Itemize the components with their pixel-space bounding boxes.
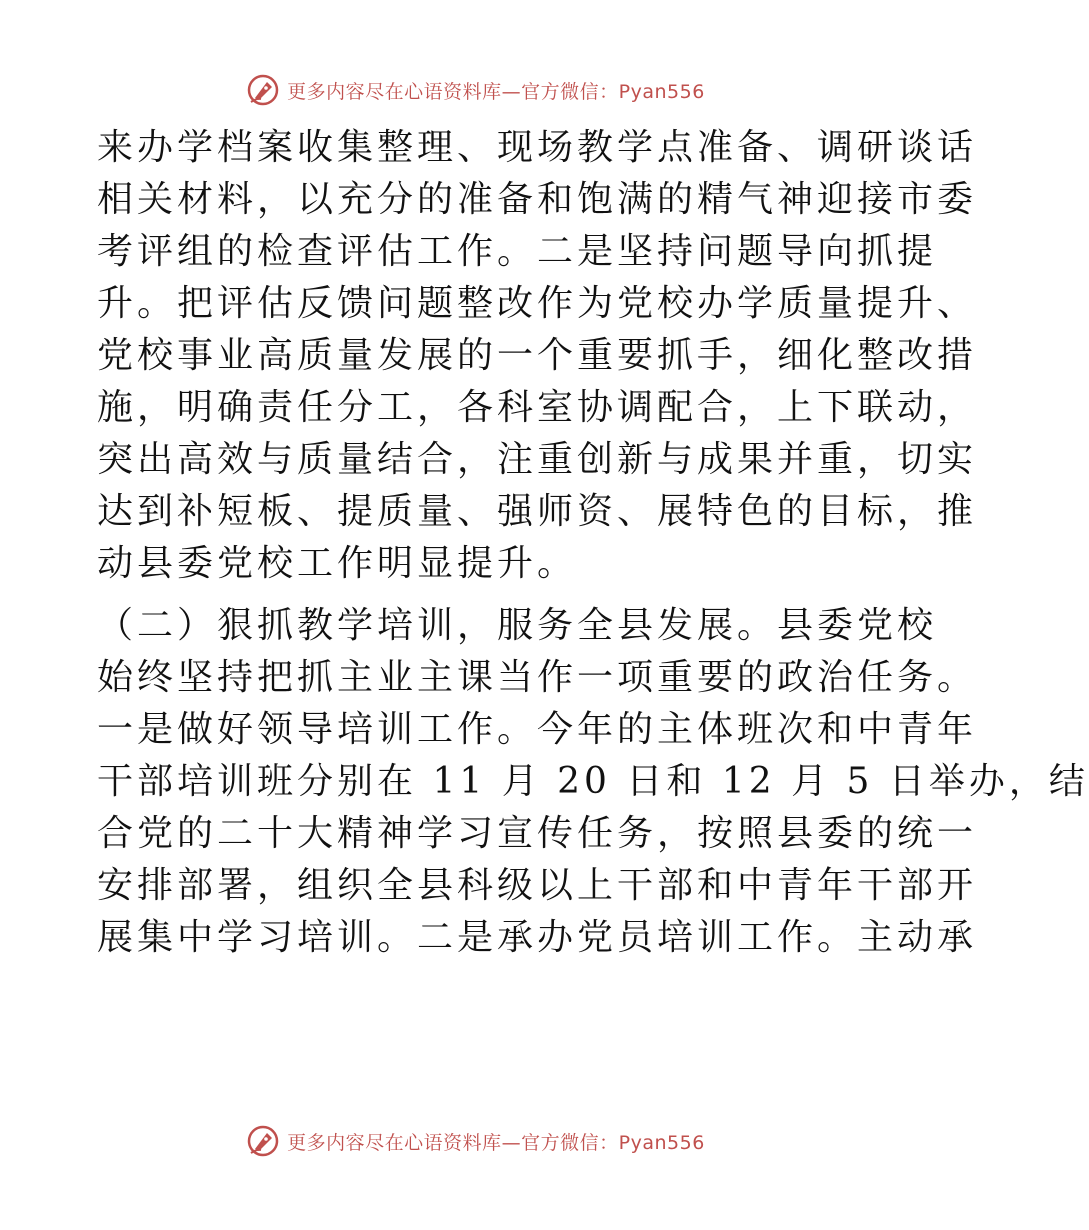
paragraph-gap xyxy=(97,590,857,600)
watermark-text: 更多内容尽在心语资料库—官方微信：Pyan556 xyxy=(287,1131,705,1154)
text-line: 一是做好领导培训工作。今年的主体班次和中青年 xyxy=(97,709,978,750)
text-line: 施，明确责任分工，各科室协调配合，上下联动， xyxy=(97,387,978,428)
text-line: 动县委党校工作明显提升。 xyxy=(97,543,578,584)
text-line: 相关材料，以充分的准备和饱满的精气神迎接市委 xyxy=(97,179,978,220)
pen-nib-logo-icon xyxy=(245,1123,281,1159)
text-line: 升。把评估反馈问题整改作为党校办学质量提升、 xyxy=(97,283,978,324)
paragraph-1 xyxy=(97,122,978,590)
text-line: 干部培训班分别在 11 月 20 日和 12 月 5 日举办，结 xyxy=(97,761,1089,802)
paragraph-2 xyxy=(97,600,1089,964)
document-body xyxy=(97,122,1089,964)
text-line: 达到补短板、提质量、强师资、展特色的目标，推 xyxy=(97,491,978,532)
text-line: 考评组的检查评估工作。二是坚持问题导向抓提 xyxy=(97,231,938,272)
text-line: （二）狠抓教学培训，服务全县发展。县委党校 xyxy=(97,605,938,646)
text-line: 展集中学习培训。二是承办党员培训工作。主动承 xyxy=(97,917,978,958)
text-line: 突出高效与质量结合，注重创新与成果并重，切实 xyxy=(97,439,978,480)
text-line: 安排部署，组织全县科级以上干部和中青年干部开 xyxy=(97,865,978,906)
header-watermark-banner xyxy=(0,72,950,108)
text-line: 合党的二十大精神学习宣传任务，按照县委的统一 xyxy=(97,813,978,854)
footer-watermark-banner xyxy=(0,1123,950,1159)
text-line: 始终坚持把抓主业主课当作一项重要的政治任务。 xyxy=(97,657,978,698)
pen-nib-logo-icon xyxy=(245,72,281,108)
watermark-text: 更多内容尽在心语资料库—官方微信：Pyan556 xyxy=(287,80,705,103)
text-line: 来办学档案收集整理、现场教学点准备、调研谈话 xyxy=(97,127,978,168)
text-line: 党校事业高质量发展的一个重要抓手，细化整改措 xyxy=(97,335,978,376)
